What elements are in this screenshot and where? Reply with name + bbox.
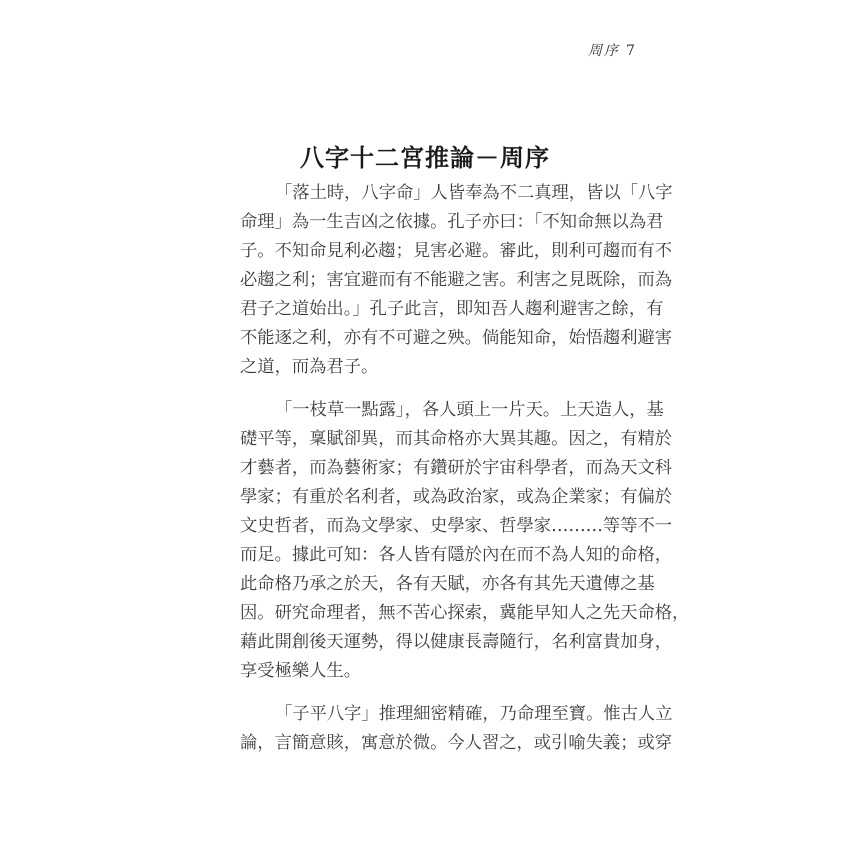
text-line: 論，言簡意賅，寓意於微。今人習之，或引喻失義；或穿 [240,733,673,753]
text-line: 才藝者，而為藝術家；有鑽研於宇宙科學者，而為天文科 [240,458,673,478]
page-number: 7 [626,43,637,59]
text-line: 因。研究命理者，無不苦心探索，冀能早知人之先天命格， [240,603,690,623]
text-line: 不能逐之利，亦有不可避之殃。倘能知命，始悟趨利避害 [240,328,673,348]
text-line: 命理」為一生吉凶之依據。孔子亦曰：「不知命無以為君 [240,212,664,232]
text-line: 享受極樂人生。 [240,661,361,681]
running-header [588,40,637,60]
text-line: 君子之道始出。」孔子此言，即知吾人趨利避害之餘，有 [240,299,664,319]
paragraph-3 [240,700,673,758]
text-line: 必趨之利；害宜避而有不能避之害。利害之見既除，而為 [240,270,673,290]
text-line: 礎平等，稟賦卻異，而其命格亦大異其趣。因之，有精於 [240,429,673,449]
text-line: 而足。據此可知：各人皆有隱於內在而不為人知的命格， [240,545,673,565]
text-line: 「子平八字」推理細密精確，乃命理至寶。惟古人立 [275,704,673,724]
text-line: 「落土時，八字命」人皆奉為不二真理，皆以「八字 [275,183,673,203]
text-line: 「一枝草一點露」，各人頭上一片天。上天造人，基 [275,400,664,420]
text-line: 藉此開創後天運勢，得以健康長壽隨行，名利富貴加身， [240,632,673,652]
text-line: 子。不知命見利必趨；見害必避。審此，則利可趨而有不 [240,241,673,261]
text-line: 學家；有重於名利者，或為政治家，或為企業家；有偏於 [240,487,673,507]
chapter-title: 八字十二宮推論－周序 [300,143,550,172]
text-line: 此命格乃承之於天，各有天賦，亦各有其先天遺傳之基 [240,574,655,594]
body-text [240,179,690,772]
text-line: 文史哲者，而為文學家、史學家、哲學家………等等不一 [240,516,673,536]
text-line: 之道，而為君子。 [240,357,379,377]
paragraph-2 [240,396,690,686]
paragraph-1 [240,179,673,382]
running-header-section: 周序 [588,43,620,59]
